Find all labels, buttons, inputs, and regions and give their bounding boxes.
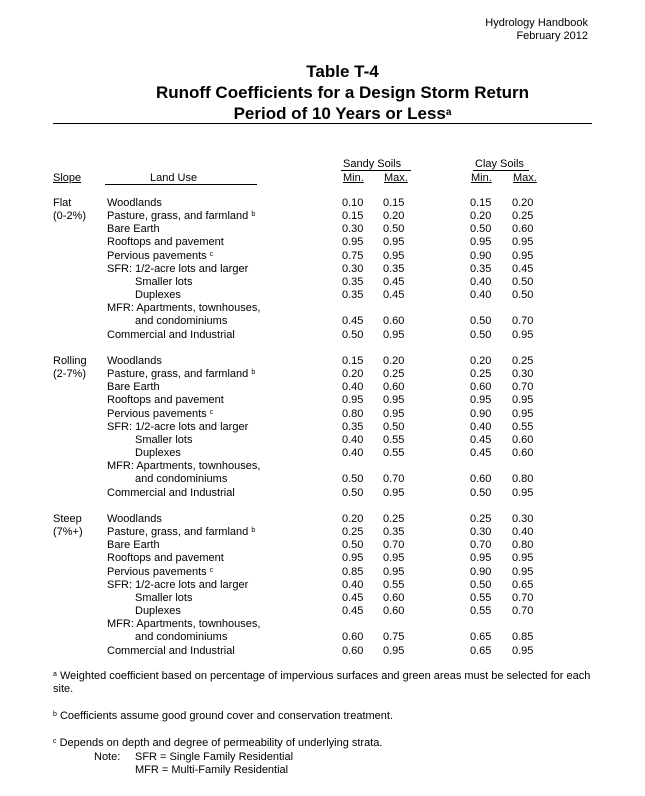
slope-label: Flat <box>53 197 72 209</box>
sandy-soils-header: Sandy Soils <box>343 158 402 170</box>
clay-min-value: 0.50 <box>470 578 492 591</box>
clay-min-value: 0.55 <box>470 591 492 604</box>
clay-max-value: 0.80 <box>512 539 534 552</box>
land-use-cell <box>135 592 192 605</box>
clay-min-value: 0.20 <box>470 210 492 223</box>
clay-max-value: 0.70 <box>512 591 534 604</box>
clay-max-value: 0.30 <box>512 513 534 525</box>
land-use-text: Duplexes <box>135 289 181 302</box>
land-use-text: Rooftops and pavement <box>107 552 224 565</box>
clay-min-value: 0.90 <box>470 249 492 262</box>
clay-max-value: 0.95 <box>512 552 534 565</box>
clay-max-value: 0.95 <box>512 394 534 407</box>
sandy-min-value: 0.50 <box>342 473 364 486</box>
sandy-min-value: 0.95 <box>342 552 364 565</box>
clay-min-value: 0.65 <box>470 631 492 644</box>
table-title-line-3 <box>0 103 645 124</box>
clay-min-value: 0.35 <box>470 262 492 275</box>
land-use-cell <box>107 250 213 263</box>
sandy-min-value: 0.35 <box>342 420 364 433</box>
land-use-text: Bare Earth <box>107 539 160 552</box>
land-use-text: MFR: Apartments, townhouses, <box>107 460 261 473</box>
clay-max-value: 0.60 <box>512 447 534 460</box>
land-use-cell <box>107 394 224 407</box>
footnote-b <box>53 710 598 723</box>
clay-min-value: 0.95 <box>470 552 492 565</box>
land-use-cell <box>135 315 227 328</box>
clay-min-value: 0.15 <box>470 197 492 209</box>
clay-max-value: 0.70 <box>512 381 534 394</box>
sandy-min-value: 0.20 <box>342 513 364 525</box>
land-use-cell <box>135 276 192 289</box>
table-number: Table T-4 <box>306 62 379 81</box>
sandy-min-value: 0.85 <box>342 565 364 578</box>
sandy-max-value: 0.45 <box>383 289 405 302</box>
sandy-max-value: 0.35 <box>383 262 405 275</box>
land-use-footnote-mark: b <box>251 369 256 377</box>
clay-min-value: 0.25 <box>470 368 492 381</box>
table-title <box>0 61 645 124</box>
clay-max-value: 0.50 <box>512 275 534 288</box>
clay-min-value: 0.20 <box>470 355 492 367</box>
land-use-text: Rooftops and pavement <box>107 236 224 249</box>
sandy-max-value: 0.50 <box>383 223 405 236</box>
land-use-text: SFR: 1/2-acre lots and larger <box>107 262 249 275</box>
title-footnote-mark: a <box>445 107 452 118</box>
land-use-cell <box>107 355 162 368</box>
clay-soils-header: Clay Soils <box>475 158 524 170</box>
clay-min-value: 0.60 <box>470 381 492 394</box>
clay-max-value: 0.60 <box>512 433 534 446</box>
land-use-text: MFR: Apartments, townhouses, <box>107 618 261 631</box>
slope-range: (7%+) <box>53 526 83 539</box>
clay-max-value: 0.95 <box>512 249 534 262</box>
sandy-max-value: 0.95 <box>383 249 405 262</box>
clay-min-value: 0.40 <box>470 289 492 302</box>
sandy-min-value: 0.60 <box>342 644 364 657</box>
land-use-text: Commercial and Industrial <box>107 644 235 657</box>
clay-max-value: 0.80 <box>512 473 534 486</box>
sandy-min-value: 0.40 <box>342 447 364 460</box>
clay-min-value: 0.45 <box>470 433 492 446</box>
clay-min-value: 0.50 <box>470 328 492 341</box>
sandy-max-value: 0.95 <box>383 565 405 578</box>
land-use-cell <box>107 236 224 249</box>
clay-min-value: 0.50 <box>470 223 492 236</box>
clay-max-value: 0.40 <box>512 526 534 539</box>
clay-min-value: 0.70 <box>470 539 492 552</box>
sandy-min-header: Min. <box>343 172 364 184</box>
clay-max-value: 0.65 <box>512 578 534 591</box>
footnote-c-text: Depends on depth and degree of permeability of underlying strata. <box>59 737 383 749</box>
clay-max-header: Max. <box>513 172 537 184</box>
clay-min-value: 0.65 <box>470 644 492 657</box>
sandy-max-value: 0.75 <box>383 631 405 644</box>
land-use-cell <box>107 526 255 539</box>
sandy-min-value: 0.45 <box>342 605 364 618</box>
land-use-text: Bare Earth <box>107 223 160 236</box>
clay-min-value: 0.90 <box>470 565 492 578</box>
clay-min-value: 0.50 <box>470 486 492 499</box>
clay-min-value: 0.40 <box>470 275 492 288</box>
clay-min-value: 0.45 <box>470 447 492 460</box>
table-title-line-2: Runoff Coefficients for a Design Storm Return <box>155 83 530 102</box>
land-use-text: Woodlands <box>107 355 162 367</box>
clay-min-header: Min. <box>471 172 492 184</box>
sandy-min-value: 0.40 <box>342 381 364 394</box>
land-use-text: Smaller lots <box>135 591 193 604</box>
clay-max-value: 0.25 <box>512 355 534 367</box>
note-mfr: MFR = Multi-Family Residential <box>135 764 289 776</box>
land-use-cell <box>107 460 260 473</box>
sandy-min-value: 0.40 <box>342 433 364 446</box>
slope-label: Steep <box>53 513 82 525</box>
land-use-text: Pervious pavements <box>107 407 207 420</box>
land-use-cell <box>107 421 248 434</box>
slope-range: (0-2%) <box>53 210 87 223</box>
land-use-text: SFR: 1/2-acre lots and larger <box>107 578 249 591</box>
footnote-c-mark: c <box>53 738 57 745</box>
land-use-cell <box>107 263 248 276</box>
land-use-text: and condominiums <box>135 631 228 644</box>
footnote-c <box>53 737 598 750</box>
land-use-cell <box>107 513 162 526</box>
sandy-min-value: 0.45 <box>342 591 364 604</box>
header-date: February 2012 <box>516 30 588 42</box>
clay-min-value: 0.90 <box>470 407 492 420</box>
land-use-cell <box>107 329 235 342</box>
land-use-cell <box>107 210 255 223</box>
sandy-min-value: 0.25 <box>342 526 364 539</box>
clay-max-value: 0.85 <box>512 631 534 644</box>
land-use-text: Rooftops and pavement <box>107 394 224 407</box>
sandy-max-value: 0.55 <box>383 447 405 460</box>
land-use-footnote-mark: b <box>251 527 256 535</box>
sandy-max-value: 0.95 <box>383 644 405 657</box>
land-use-text: SFR: 1/2-acre lots and larger <box>107 420 249 433</box>
sandy-min-value: 0.35 <box>342 275 364 288</box>
land-use-cell <box>107 566 213 579</box>
clay-min-value: 0.30 <box>470 526 492 539</box>
clay-max-value: 0.95 <box>512 565 534 578</box>
land-use-footnote-mark: b <box>251 211 256 219</box>
sandy-max-value: 0.35 <box>383 526 405 539</box>
land-use-underline <box>105 184 257 185</box>
sandy-max-value: 0.60 <box>383 605 405 618</box>
sandy-max-value: 0.60 <box>383 591 405 604</box>
land-use-cell <box>107 197 162 210</box>
slope-range: (2-7%) <box>53 368 87 381</box>
land-use-text: and condominiums <box>135 473 228 486</box>
sandy-min-value: 0.50 <box>342 539 364 552</box>
land-use-text: Duplexes <box>135 605 181 618</box>
sandy-max-value: 0.20 <box>383 355 405 367</box>
land-use-cell <box>107 223 160 236</box>
land-use-text: and condominiums <box>135 315 228 328</box>
land-use-text: Bare Earth <box>107 381 160 394</box>
land-use-text: Pasture, grass, and farmland <box>107 368 249 381</box>
sandy-min-value: 0.95 <box>342 394 364 407</box>
land-use-cell <box>107 552 224 565</box>
land-use-footnote-mark: c <box>209 250 214 258</box>
clay-max-value: 0.50 <box>512 289 534 302</box>
sandy-max-value: 0.95 <box>383 236 405 249</box>
sandy-min-value: 0.15 <box>342 355 364 367</box>
land-use-text: Woodlands <box>107 197 162 209</box>
land-use-text: Duplexes <box>135 447 181 460</box>
sandy-min-value: 0.50 <box>342 328 364 341</box>
sandy-min-value: 0.15 <box>342 210 364 223</box>
clay-min-value: 0.25 <box>470 513 492 525</box>
clay-max-value: 0.95 <box>512 486 534 499</box>
land-use-text: MFR: Apartments, townhouses, <box>107 302 261 315</box>
clay-max-value: 0.95 <box>512 328 534 341</box>
land-use-cell <box>107 408 213 421</box>
land-use-text: Pasture, grass, and farmland <box>107 210 249 223</box>
table-title-line-3-text: Period of 10 Years or Less <box>233 104 446 123</box>
clay-min-value: 0.40 <box>470 420 492 433</box>
sandy-min-value: 0.35 <box>342 289 364 302</box>
sandy-max-value: 0.70 <box>383 539 405 552</box>
clay-max-value: 0.55 <box>512 420 534 433</box>
sandy-min-value: 0.40 <box>342 578 364 591</box>
land-use-text: Commercial and Industrial <box>107 486 235 499</box>
clay-max-value: 0.25 <box>512 210 534 223</box>
footnote-a-text: Weighted coefficient based on percentage of impervious surfaces and green areas must be selected for each site. <box>53 670 591 695</box>
slope-label: Rolling <box>53 355 87 367</box>
land-use-text: Smaller lots <box>135 433 193 446</box>
land-use-text: Smaller lots <box>135 275 193 288</box>
sandy-max-value: 0.95 <box>383 328 405 341</box>
sandy-min-value: 0.30 <box>342 223 364 236</box>
clay-min-value: 0.95 <box>470 236 492 249</box>
clay-max-value: 0.95 <box>512 644 534 657</box>
clay-max-value: 0.70 <box>512 605 534 618</box>
clay-min-value: 0.50 <box>470 315 492 328</box>
clay-min-value: 0.55 <box>470 605 492 618</box>
land-use-text: Woodlands <box>107 513 162 525</box>
clay-soils-underline <box>473 170 529 171</box>
sandy-min-value: 0.95 <box>342 236 364 249</box>
sandy-min-value: 0.75 <box>342 249 364 262</box>
footnote-b-text: Coefficients assume good ground cover and conservation treatment. <box>59 710 394 722</box>
clay-max-value: 0.30 <box>512 368 534 381</box>
land-use-cell <box>107 539 160 552</box>
land-use-column-header: Land Use <box>150 172 198 184</box>
land-use-cell <box>135 473 227 486</box>
sandy-max-value: 0.25 <box>383 368 405 381</box>
footnote-b-mark: b <box>53 711 57 718</box>
land-use-text: Pervious pavements <box>107 249 207 262</box>
document-header <box>485 17 588 43</box>
note-label: Note: <box>94 751 121 763</box>
footnote-a-mark: a <box>53 671 57 678</box>
land-use-footnote-mark: c <box>209 566 214 574</box>
sandy-min-value: 0.10 <box>342 197 364 209</box>
land-use-cell <box>135 434 192 447</box>
sandy-max-value: 0.25 <box>383 513 405 525</box>
land-use-cell <box>107 618 260 631</box>
sandy-max-value: 0.95 <box>383 552 405 565</box>
sandy-min-value: 0.20 <box>342 368 364 381</box>
land-use-cell <box>135 605 181 618</box>
clay-max-value: 0.95 <box>512 407 534 420</box>
land-use-text: Pasture, grass, and farmland <box>107 526 249 539</box>
title-rule <box>53 123 592 124</box>
land-use-cell <box>107 645 235 658</box>
sandy-max-value: 0.95 <box>383 486 405 499</box>
sandy-max-value: 0.20 <box>383 210 405 223</box>
sandy-max-value: 0.95 <box>383 407 405 420</box>
sandy-max-value: 0.45 <box>383 275 405 288</box>
sandy-max-value: 0.55 <box>383 433 405 446</box>
land-use-cell <box>107 487 235 500</box>
sandy-max-value: 0.50 <box>383 420 405 433</box>
sandy-min-value: 0.80 <box>342 407 364 420</box>
clay-min-value: 0.95 <box>470 394 492 407</box>
sandy-min-value: 0.60 <box>342 631 364 644</box>
land-use-cell <box>107 381 160 394</box>
land-use-cell <box>135 631 227 644</box>
clay-max-value: 0.70 <box>512 315 534 328</box>
sandy-max-value: 0.95 <box>383 394 405 407</box>
sandy-max-value: 0.15 <box>383 197 405 209</box>
clay-max-value: 0.60 <box>512 223 534 236</box>
sandy-max-value: 0.70 <box>383 473 405 486</box>
sandy-max-value: 0.60 <box>383 381 405 394</box>
sandy-min-value: 0.50 <box>342 486 364 499</box>
land-use-footnote-mark: c <box>209 408 214 416</box>
sandy-min-value: 0.45 <box>342 315 364 328</box>
note-sfr: SFR = Single Family Residential <box>135 751 294 763</box>
land-use-cell <box>135 289 181 302</box>
sandy-max-value: 0.55 <box>383 578 405 591</box>
land-use-text: Pervious pavements <box>107 565 207 578</box>
land-use-cell <box>107 302 260 315</box>
land-use-text: Commercial and Industrial <box>107 328 235 341</box>
sandy-min-value: 0.30 <box>342 262 364 275</box>
footnote-a <box>53 670 598 696</box>
handbook-name: Hydrology Handbook <box>485 17 588 29</box>
slope-column-header: Slope <box>53 172 82 184</box>
clay-min-value: 0.60 <box>470 473 492 486</box>
sandy-max-value: 0.60 <box>383 315 405 328</box>
sandy-soils-underline <box>341 170 411 171</box>
clay-max-value: 0.95 <box>512 236 534 249</box>
land-use-cell <box>107 368 255 381</box>
land-use-cell <box>107 579 248 592</box>
clay-max-value: 0.20 <box>512 197 534 209</box>
land-use-cell <box>135 447 181 460</box>
clay-max-value: 0.45 <box>512 262 534 275</box>
sandy-max-header: Max. <box>384 172 408 184</box>
